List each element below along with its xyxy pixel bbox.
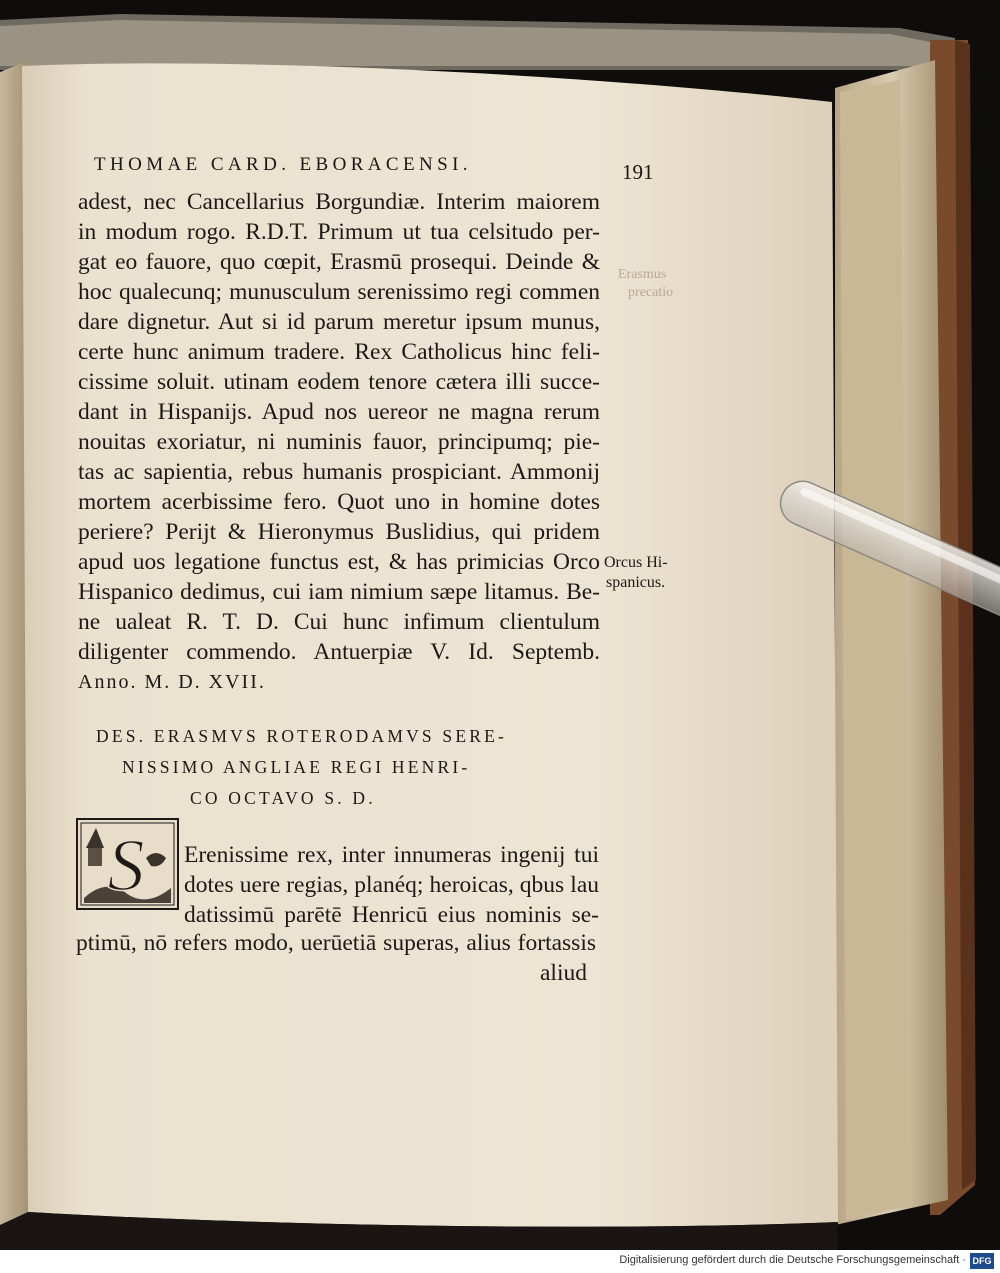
text-line: certe hunc animum tradere. Rex Catholicus hinc feli- bbox=[78, 339, 600, 365]
margin-note-line: spanicus. bbox=[606, 574, 666, 591]
dedication-title-line: NISSIMO ANGLIAE REGI HENRI- bbox=[122, 757, 471, 777]
dedication-title-line: CO OCTAVO S. D. bbox=[190, 788, 376, 808]
dedication-title-line: DES. ERASMVS ROTERODAMVS SERE- bbox=[96, 726, 508, 746]
svg-text:precatio: precatio bbox=[628, 285, 674, 300]
text-line: dotes uere regias, planéq; heroicas, qbus lau bbox=[184, 872, 599, 898]
text-line-date: Anno. M. D. XVII. bbox=[78, 671, 266, 693]
text-line: diligenter commendo. Antuerpiæ V. Id. Septemb. bbox=[78, 639, 600, 665]
text-line: mortem acerbissime fero. Quot uno in homine dotes bbox=[78, 489, 600, 515]
page-number: 191 bbox=[622, 160, 654, 184]
text-line: nouitas exoriatur, ni numinis fauor, principumq; pie- bbox=[78, 429, 600, 455]
woodcut-initial-image bbox=[76, 818, 179, 910]
initial-letter: S bbox=[107, 825, 145, 907]
text-line: ne ualeat R. T. D. Cui hunc infimum clientulum bbox=[78, 609, 600, 635]
text-line: tas ac sapientia, rebus humanis prospiciant. Ammonij bbox=[78, 459, 600, 485]
footer-credit: Digitalisierung gefördert durch die Deutsche Forschungsgemeinschaft · bbox=[619, 1254, 966, 1266]
text-line: Erenissime rex, inter innumeras ingenij tui bbox=[184, 842, 599, 868]
svg-text:Erasmus: Erasmus bbox=[618, 267, 667, 282]
text-line: in modum rogo. R.D.T. Primum ut tua celsitudo per- bbox=[78, 219, 600, 245]
text-line: Hispanico dedimus, cui iam nimium sæpe litamus. Be- bbox=[78, 579, 600, 605]
text-line: hoc qualecunq; munusculum serenissimo regi commen bbox=[78, 279, 600, 305]
dfg-logo: DFG bbox=[970, 1253, 994, 1269]
text-line: datissimū parētē Henricū eius nominis se- bbox=[184, 902, 599, 928]
text-line: dant in Hispanijs. Apud nos uereor ne magna rerum bbox=[78, 399, 600, 425]
text-line: adest, nec Cancellarius Borgundiæ. Interim maiorem bbox=[78, 189, 600, 215]
text-line: ptimū, nō refers modo, uerūetiā superas, alius fortassis bbox=[76, 930, 596, 956]
text-line: apud uos legatione functus est, & has primicias Orco bbox=[78, 549, 600, 575]
text-line: periere? Perijt & Hieronymus Buslidius, qui pridem bbox=[78, 519, 600, 545]
text-line: dare dignetur. Aut si id parum meretur ipsum munus, bbox=[78, 309, 600, 335]
catchword: aliud bbox=[540, 960, 587, 986]
running-head: THOMAE CARD. EBORACENSI. bbox=[94, 154, 472, 175]
text-line: cissime soluit. utinam eodem tenore cætera illi succe- bbox=[78, 369, 600, 395]
margin-note-line: Orcus Hi- bbox=[604, 554, 668, 571]
text-line: gat eo fauore, quo cœpit, Erasmū prosequi. Deinde & bbox=[78, 249, 600, 275]
